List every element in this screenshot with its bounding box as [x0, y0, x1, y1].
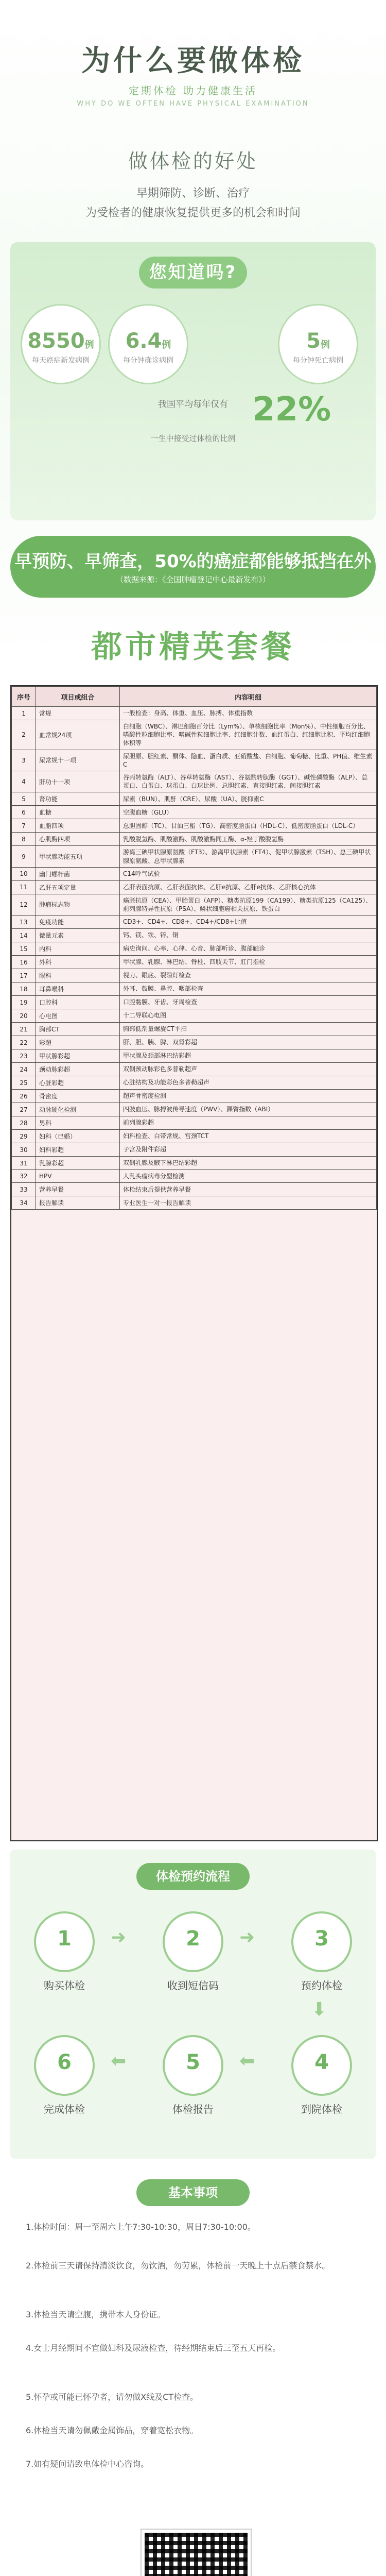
- table-cell-content: 病史询问、心率、心律、心音、肺部听诊、腹部触诊: [120, 942, 377, 956]
- table-cell-content: 妇科检查、白带常规、宫颈TCT: [120, 1130, 377, 1143]
- note-line: 3.体检当天请空腹，携带本人身份证。: [26, 2310, 166, 2319]
- stat-circle: [21, 304, 101, 384]
- prevention-pill: [10, 536, 376, 598]
- table-row: [12, 1076, 377, 1090]
- table-cell-content: 口腔黏膜、牙齿、牙周检查: [120, 996, 377, 1009]
- table-cell-no: 27: [12, 1103, 36, 1116]
- table-cell-content: 总胆固醇（TC）、甘油三酯（TG）、高密度脂蛋白（HDL-C）、低密度脂蛋白（LDL-C）: [120, 819, 377, 833]
- page-subtitle: 定期体检 助力健康生活: [128, 84, 258, 97]
- table-cell-item: 心脏彩超: [36, 1076, 120, 1090]
- table-cell-no: 5: [12, 792, 36, 806]
- table-cell-content: 游离三碘甲状腺原氨酸（FT3）、游离甲状腺素（FT4）、促甲状腺激素（TSH）、总三碘甲状腺原氨酸、总甲状腺素: [120, 846, 377, 867]
- table-cell-item: 常规: [36, 707, 120, 720]
- stat-number: 6.4例: [125, 329, 171, 353]
- table-row: [12, 1196, 377, 1210]
- table-row: [12, 707, 377, 720]
- table-cell-item: 耳鼻喉科: [36, 982, 120, 996]
- table-cell-no: 14: [12, 929, 36, 942]
- step-number: 5: [186, 2050, 200, 2074]
- table-header-no: 序号: [12, 687, 36, 707]
- table-cell-item: 胸部CT: [36, 1023, 120, 1036]
- table-row: [12, 996, 377, 1009]
- table-row: [12, 1183, 377, 1196]
- step-label: 购买体检: [44, 1979, 85, 1992]
- note-line: 2.体检前三天请保持清淡饮食，勿饮酒，勿劳累，体检前一天晚上十点后禁食禁水。: [26, 2261, 330, 2270]
- flow-title: 体检预约流程: [136, 1863, 250, 1890]
- arrow-right-icon: ➜: [111, 1927, 127, 1948]
- note-line: 1.体检时间：周一至周六上午7:30-10:30，周日7:30-10:00。: [26, 2222, 256, 2232]
- table-cell-content: 心脏结构及功能彩色多普勒超声: [120, 1076, 377, 1090]
- table-cell-content: 前列腺彩超: [120, 1116, 377, 1130]
- table-cell-item: 乳腺彩超: [36, 1157, 120, 1170]
- stat-circle: [278, 304, 358, 384]
- table-row: [12, 1036, 377, 1049]
- table-cell-item: 内科: [36, 942, 120, 956]
- step-circle: [291, 1911, 352, 1972]
- package-table: [11, 686, 377, 1210]
- page-title: 为什么要做体检: [81, 44, 305, 78]
- table-row: [12, 969, 377, 982]
- table-cell-content: CD3+、CD4+、CD8+、CD4+/CD8+比值: [120, 916, 377, 929]
- table-cell-no: 30: [12, 1143, 36, 1157]
- table-cell-no: 18: [12, 982, 36, 996]
- table-row: [12, 1170, 377, 1183]
- arrow-down-icon: ⬇: [311, 1999, 327, 2020]
- table-cell-no: 26: [12, 1090, 36, 1103]
- table-cell-no: 12: [12, 894, 36, 915]
- table-cell-content: 子宫及附件彩超: [120, 1143, 377, 1157]
- step-label: 预约体检: [301, 1979, 342, 1992]
- step-circle: [163, 1911, 223, 1972]
- step-circle: [291, 2035, 352, 2096]
- table-body: [12, 707, 377, 1210]
- table-cell-item: 尿常规十一项: [36, 750, 120, 771]
- table-cell-item: 微量元素: [36, 929, 120, 942]
- table-cell-no: 10: [12, 867, 36, 880]
- benefit-line: 为受检者的健康恢复提供更多的机会和时间: [85, 207, 301, 219]
- table-cell-item: 肿瘤标志物: [36, 894, 120, 915]
- table-cell-no: 21: [12, 1023, 36, 1036]
- table-row: [12, 720, 377, 750]
- table-cell-item: 心电图: [36, 1009, 120, 1023]
- table-cell-content: 超声骨密度检测: [120, 1090, 377, 1103]
- table-cell-no: 3: [12, 750, 36, 771]
- table-cell-item: 彩超: [36, 1036, 120, 1049]
- flow-section: [10, 1850, 376, 2159]
- table-cell-content: 外耳、鼓膜、鼻腔、咽部检查: [120, 982, 377, 996]
- table-cell-content: 尿胆原、胆红素、酮体、隐血、蛋白质、亚硝酸盐、白细胞、葡萄糖、比重、PH值、维生素C: [120, 750, 377, 771]
- arrow-right-icon: ➜: [239, 1927, 255, 1948]
- table-row: [12, 1009, 377, 1023]
- table-cell-item: 妇科（已婚）: [36, 1130, 120, 1143]
- notes-title: 基本事项: [136, 2179, 250, 2206]
- table-cell-item: 血糖: [36, 806, 120, 819]
- table-row: [12, 750, 377, 771]
- step-label: 收到短信码: [167, 1979, 219, 1992]
- package-title: 都市精英套餐: [91, 629, 295, 665]
- table-cell-item: 血脂四项: [36, 819, 120, 833]
- table-cell-content: 白细胞（WBC）、淋巴细胞百分比（Lym%）、单核细胞比率（Mon%）、中性细胞百分比、嗜酸性粒细胞比率、嗜碱性粒细胞比率、红细胞计数、血红蛋白、红细胞比积、平均红细胞体积等: [120, 720, 377, 750]
- table-cell-item: 肝功十一项: [36, 771, 120, 792]
- flow-step: [26, 1911, 103, 1992]
- did-you-know-panel: [10, 242, 376, 520]
- table-row: [12, 846, 377, 867]
- table-cell-item: 心肌酶四项: [36, 833, 120, 846]
- table-cell-no: 23: [12, 1049, 36, 1063]
- prevention-source: （数据来源：《全国肿瘤登记中心最新发布》）: [115, 575, 270, 584]
- table-cell-content: 钙、镁、铁、锌、铜: [120, 929, 377, 942]
- table-row: [12, 1116, 377, 1130]
- table-cell-content: 十二导联心电图: [120, 1009, 377, 1023]
- table-cell-content: 一般检查：身高、体重、血压、脉搏、体重指数: [120, 707, 377, 720]
- table-cell-content: 谷丙转氨酶（ALT）、谷草转氨酶（AST）、谷氨酰转肽酶（GGT）、碱性磷酸酶（ALP）、总蛋白、白蛋白、球蛋白、白球比例、总胆红素、直接胆红素、间接胆红素: [120, 771, 377, 792]
- note-line: 5.怀孕或可能已怀孕者，请勿做X线及CT检查。: [26, 2392, 199, 2402]
- table-row: [12, 1063, 377, 1076]
- flow-step: [283, 2035, 360, 2116]
- table-row: [12, 929, 377, 942]
- table-cell-content: 人乳头瘤病毒分型检测: [120, 1170, 377, 1183]
- stat-label: 每分钟死亡病例: [293, 357, 343, 365]
- stat-note: 一生中接受过体检的比例: [150, 434, 236, 443]
- step-circle: [163, 2035, 223, 2096]
- table-cell-item: 幽门螺杆菌: [36, 867, 120, 880]
- step-label: 到院体检: [301, 2103, 342, 2115]
- step-number: 2: [186, 1927, 200, 1951]
- table-row: [12, 1103, 377, 1116]
- table-cell-no: 34: [12, 1196, 36, 1210]
- table-cell-no: 25: [12, 1076, 36, 1090]
- table-row: [12, 819, 377, 833]
- stat-label: 每分钟确诊病例: [123, 357, 173, 365]
- table-row: [12, 1130, 377, 1143]
- table-cell-item: 妇科彩超: [36, 1143, 120, 1157]
- table-cell-content: C14呼气试验: [120, 867, 377, 880]
- table-cell-content: 体检结束后提供营养早餐: [120, 1183, 377, 1196]
- table-cell-no: 19: [12, 996, 36, 1009]
- table-cell-no: 6: [12, 806, 36, 819]
- table-row: [12, 982, 377, 996]
- step-number: 4: [314, 2050, 329, 2074]
- prevention-headline: 早预防、早筛查，50%的癌症都能够抵挡在外: [14, 551, 372, 572]
- table-cell-item: 甲状腺彩超: [36, 1049, 120, 1063]
- flow-step: [26, 2035, 103, 2116]
- table-cell-item: 动脉硬化检测: [36, 1103, 120, 1116]
- step-number: 3: [314, 1927, 329, 1951]
- table-cell-no: 31: [12, 1157, 36, 1170]
- table-cell-item: 骨密度: [36, 1090, 120, 1103]
- table-cell-content: 乙肝表面抗原、乙肝表面抗体、乙肝e抗原、乙肝e抗体、乙肝核心抗体: [120, 880, 377, 894]
- stat-percent: 22%: [252, 391, 331, 429]
- table-cell-content: 四肢血压、脉搏波传导速度（PWV）、踝臂指数（ABI）: [120, 1103, 377, 1116]
- table-cell-no: 20: [12, 1009, 36, 1023]
- stat-number: 8550例: [27, 329, 94, 353]
- table-row: [12, 771, 377, 792]
- stat-circle: [108, 304, 188, 384]
- arrow-left-icon: ⬅: [239, 2050, 255, 2072]
- flow-step: [283, 1911, 360, 1992]
- table-cell-content: 视力、眼底、裂隙灯检查: [120, 969, 377, 982]
- table-cell-content: 癌胚抗原（CEA）、甲胎蛋白（AFP）、糖类抗原199（CA199）、糖类抗原125（CA125）、前列腺特异性抗原（PSA）、鳞状细胞癌相关抗原、铁蛋白: [120, 894, 377, 915]
- arrow-left-icon: ⬅: [111, 2050, 127, 2072]
- table-cell-content: 双侧乳腺及腋下淋巴结彩超: [120, 1157, 377, 1170]
- table-cell-no: 8: [12, 833, 36, 846]
- table-row: [12, 1143, 377, 1157]
- table-cell-no: 1: [12, 707, 36, 720]
- table-cell-no: 7: [12, 819, 36, 833]
- table-cell-item: 免疫功能: [36, 916, 120, 929]
- table-cell-item: 外科: [36, 956, 120, 969]
- table-cell-content: 胸部低剂量螺旋CT平扫: [120, 1023, 377, 1036]
- benefit-line: 早期筛防、诊断、治疗: [136, 187, 250, 200]
- table-row: [12, 1049, 377, 1063]
- step-number: 6: [57, 2050, 72, 2074]
- table-cell-item: 口腔科: [36, 996, 120, 1009]
- stat-label: 每天癌症新发病例: [32, 357, 90, 365]
- table-row: [12, 833, 377, 846]
- table-cell-item: 颈动脉彩超: [36, 1063, 120, 1076]
- table-cell-no: 4: [12, 771, 36, 792]
- table-row: [12, 880, 377, 894]
- table-cell-no: 17: [12, 969, 36, 982]
- table-cell-content: 乳酸脱氢酶、肌酸激酶、肌酸激酶同工酶、α-羟丁酸脱氢酶: [120, 833, 377, 846]
- step-circle: [34, 1911, 95, 1972]
- table-row: [12, 942, 377, 956]
- flow-step: [154, 2035, 232, 2116]
- table-cell-content: 尿素（BUN）、肌酐（CRE）、尿酸（UA）、胱抑素C: [120, 792, 377, 806]
- table-row: [12, 916, 377, 929]
- table-cell-item: 报告解读: [36, 1196, 120, 1210]
- qr-code[interactable]: [142, 2530, 251, 2576]
- table-cell-no: 2: [12, 720, 36, 750]
- note-line: 7.如有疑问请致电体检中心咨询。: [26, 2459, 149, 2469]
- table-cell-no: 22: [12, 1036, 36, 1049]
- table-cell-item: 营养早餐: [36, 1183, 120, 1196]
- did-you-know-banner: 您知道吗?: [139, 257, 247, 289]
- table-header-row: [12, 687, 377, 707]
- step-label: 完成体检: [44, 2103, 85, 2115]
- stat-center-text: 我国平均每年仅有: [158, 399, 228, 410]
- table-cell-no: 32: [12, 1170, 36, 1183]
- table-row: [12, 806, 377, 819]
- table-cell-no: 29: [12, 1130, 36, 1143]
- table-cell-no: 16: [12, 956, 36, 969]
- step-number: 1: [57, 1927, 72, 1951]
- table-cell-no: 11: [12, 880, 36, 894]
- table-cell-content: 空腹血糖（GLU）: [120, 806, 377, 819]
- table-cell-item: 男科: [36, 1116, 120, 1130]
- notes-section: [10, 2169, 376, 2576]
- table-row: [12, 1023, 377, 1036]
- benefits-title: 做体检的好处: [128, 150, 258, 173]
- table-row: [12, 867, 377, 880]
- table-cell-item: 乙肝五项定量: [36, 880, 120, 894]
- table-cell-content: 甲状腺、乳腺、淋巴结、脊柱、四肢关节、肛门指检: [120, 956, 377, 969]
- table-row: [12, 956, 377, 969]
- package-table-wrapper: [10, 685, 378, 1841]
- table-header-content: 内容明细: [120, 687, 377, 707]
- table-cell-no: 15: [12, 942, 36, 956]
- table-cell-content: 甲状腺及颈部淋巴结彩超: [120, 1049, 377, 1063]
- table-cell-no: 28: [12, 1116, 36, 1130]
- table-cell-item: 眼科: [36, 969, 120, 982]
- step-circle: [34, 2035, 95, 2096]
- package-heading: [0, 618, 386, 675]
- note-line: 4.女士月经期间不宜做妇科及尿液检查，待经期结束后三至五天再检。: [26, 2343, 281, 2353]
- page-subtitle-en: WHY DO WE OFTEN HAVE PHYSICAL EXAMINATION: [77, 100, 309, 108]
- table-cell-no: 9: [12, 846, 36, 867]
- hero-section: [0, 0, 386, 675]
- table-row: [12, 792, 377, 806]
- table-cell-content: 肝、胆、胰、脾、双肾彩超: [120, 1036, 377, 1049]
- table-cell-item: HPV: [36, 1170, 120, 1183]
- table-cell-no: 24: [12, 1063, 36, 1076]
- stat-number: 5例: [306, 329, 330, 353]
- flow-step: [154, 1911, 232, 1992]
- table-cell-content: 双侧颈动脉彩色多普勒超声: [120, 1063, 377, 1076]
- table-cell-no: 13: [12, 916, 36, 929]
- table-cell-item: 甲状腺功能五项: [36, 846, 120, 867]
- table-cell-item: 肾功能: [36, 792, 120, 806]
- table-row: [12, 1090, 377, 1103]
- table-cell-content: 专业医生一对一报告解读: [120, 1196, 377, 1210]
- table-cell-no: 33: [12, 1183, 36, 1196]
- step-label: 体检报告: [172, 2103, 214, 2115]
- table-row: [12, 894, 377, 915]
- table-row: [12, 1157, 377, 1170]
- table-header-item: 项目或组合: [36, 687, 120, 707]
- note-line: 6.体检当天请勿佩戴金属饰品，穿着宽松衣物。: [26, 2426, 199, 2435]
- table-cell-item: 血常规24项: [36, 720, 120, 750]
